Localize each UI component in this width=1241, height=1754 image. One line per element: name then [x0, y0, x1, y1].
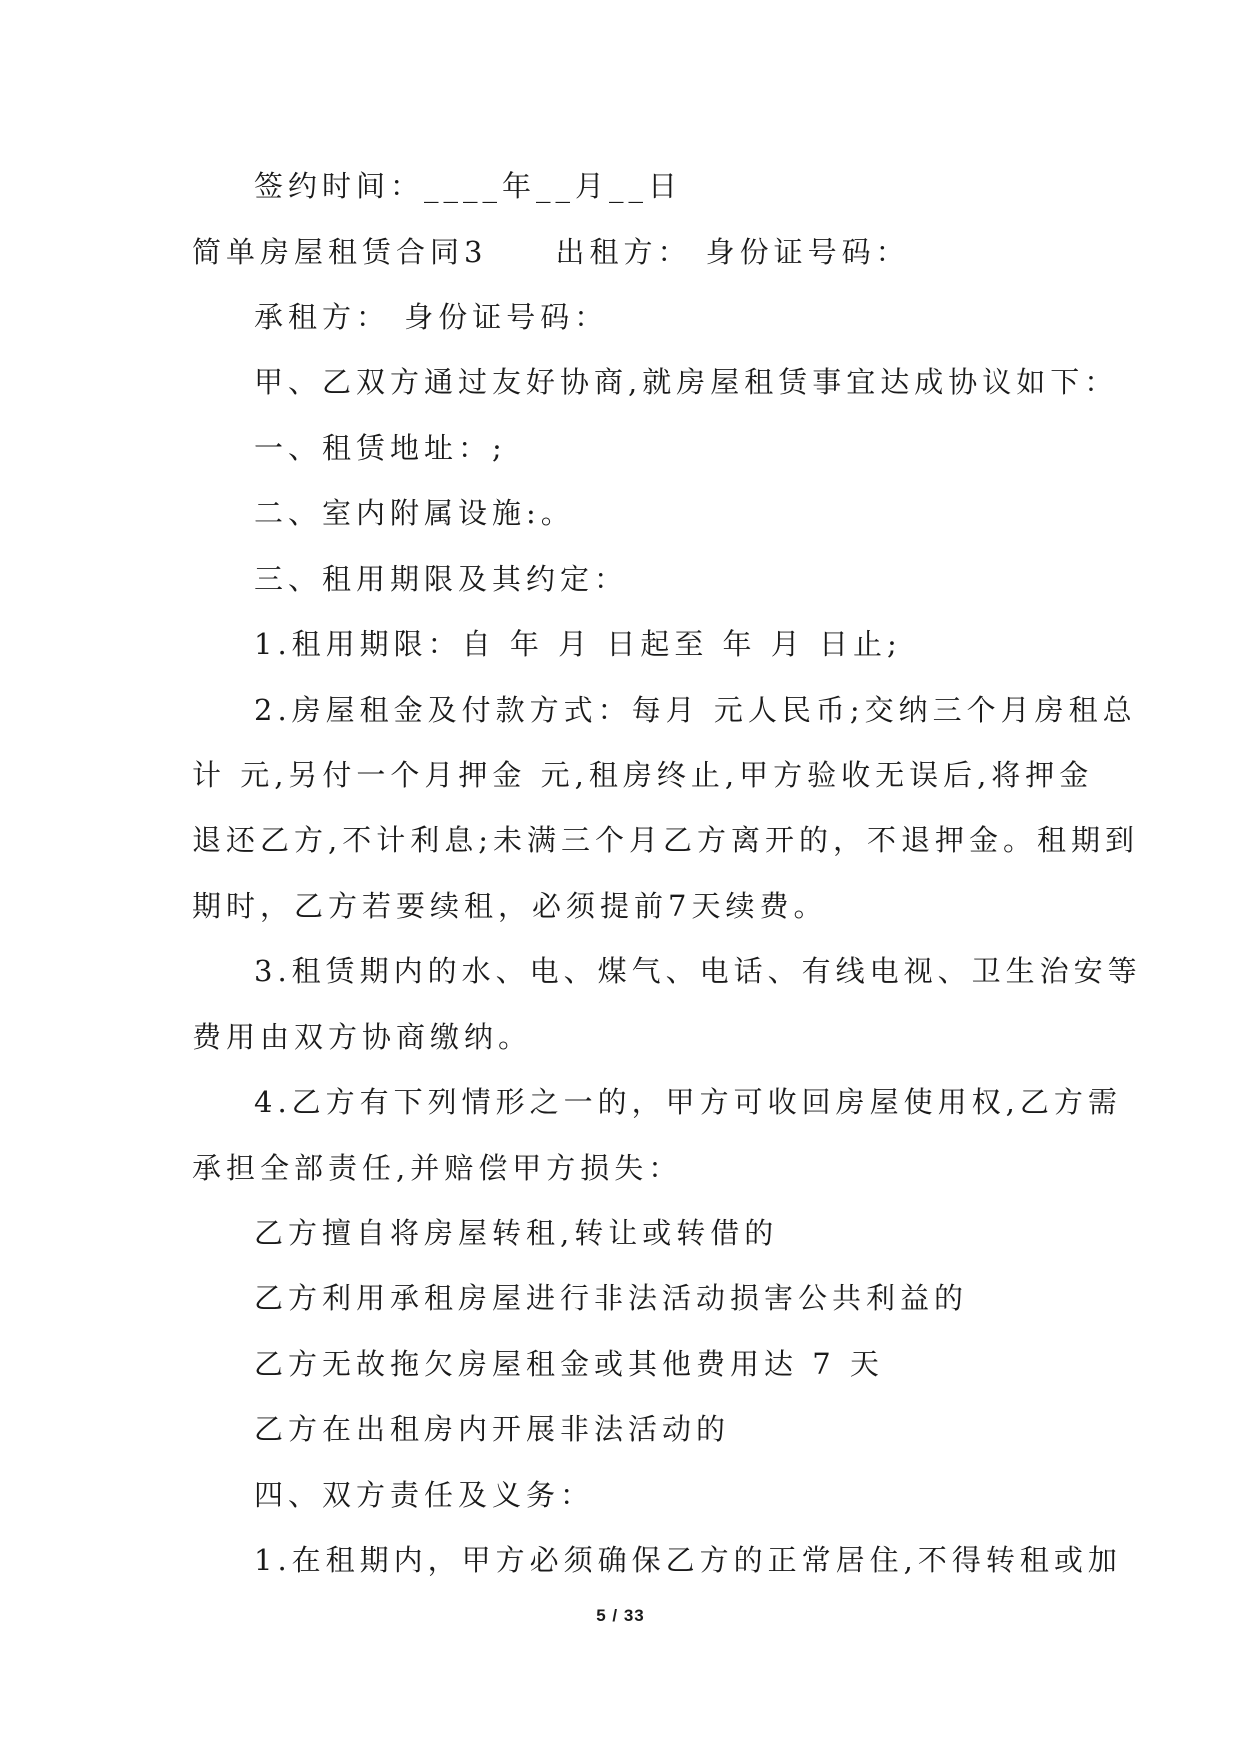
- clause-rent-line-2: 计 元,另付一个月押金 元,租房终止,甲方验收无误后,将押金: [192, 758, 1094, 792]
- agreement-intro-line: 甲、乙双方通过友好协商,就房屋租赁事宜达成协议如下：: [254, 365, 1119, 399]
- clause-rent-line-1: 2.房屋租金及付款方式：每月 元人民币;交纳三个月房租总: [254, 693, 1137, 727]
- clause-termination-line-2: 承担全部责任,并赔偿甲方损失：: [192, 1151, 683, 1185]
- section-duties-heading: 四、双方责任及义务：: [254, 1478, 595, 1512]
- termination-item-illegal-use: 乙方利用承租房屋进行非法活动损害公共利益的: [254, 1281, 969, 1315]
- section-term-heading: 三、租用期限及其约定：: [254, 562, 629, 596]
- clause-term: 1.租用期限：自 年 月 日起至 年 月 日止;: [254, 627, 902, 661]
- tenant-line: 承租方： 身份证号码：: [254, 300, 609, 334]
- clause-utilities-line-2: 费用由双方协商缴纳。: [192, 1020, 533, 1054]
- page-number: 5 / 33: [596, 1606, 645, 1625]
- contract-title-line: 简单房屋租赁合同3 出租方： 身份证号码：: [192, 235, 910, 269]
- signing-date-line: 签约时间：____年__月__日: [254, 169, 683, 203]
- section-facilities: 二、室内附属设施:。: [254, 496, 575, 530]
- clause-rent-line-3: 退还乙方,不计利息;未满三个月乙方离开的，不退押金。租期到: [192, 823, 1139, 857]
- clause-utilities-line-1: 3.租赁期内的水、电、煤气、电话、有线电视、卫生治安等: [254, 954, 1142, 988]
- termination-item-arrears: 乙方无故拖欠房屋租金或其他费用达 7 天: [254, 1347, 884, 1381]
- section-address: 一、租赁地址：;: [254, 431, 507, 465]
- clause-rent-line-4: 期时，乙方若要续租，必须提前7天续费。: [192, 889, 828, 923]
- clause-duties-line-1: 1.在租期内，甲方必须确保乙方的正常居住,不得转租或加: [254, 1543, 1122, 1577]
- termination-item-illegal-activity: 乙方在出租房内开展非法活动的: [254, 1412, 731, 1446]
- clause-termination-line-1: 4.乙方有下列情形之一的，甲方可收回房屋使用权,乙方需: [254, 1085, 1122, 1119]
- termination-item-sublet: 乙方擅自将房屋转租,转让或转借的: [254, 1216, 779, 1250]
